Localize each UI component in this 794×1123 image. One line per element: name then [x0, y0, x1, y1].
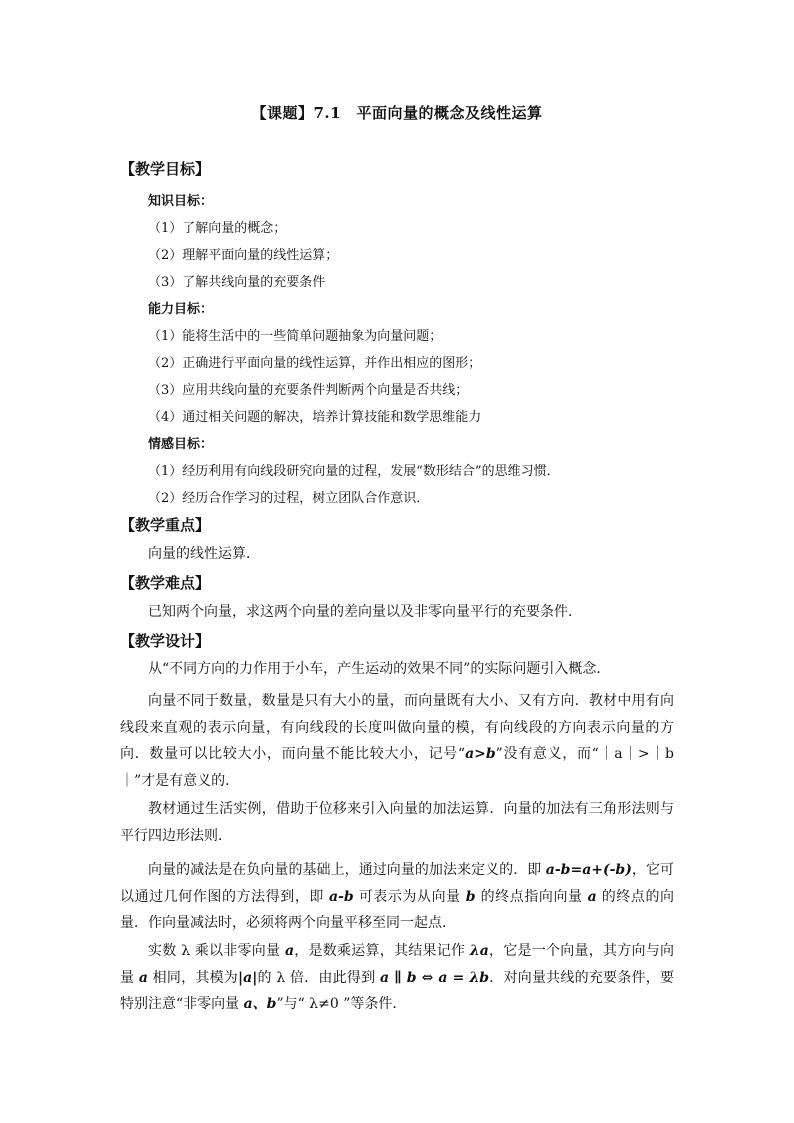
text-segment: 的终点指向向量 [475, 888, 588, 905]
emotion-item: （2）经历合作学习的过程，树立团队合作意识． [148, 491, 430, 506]
knowledge-item: （2）理解平面向量的线性运算； [148, 248, 339, 263]
ability-item: （3）应用共线向量的充要条件判断两个向量是否共线； [148, 383, 469, 398]
key-points-text: 向量的线性运算． [148, 546, 260, 562]
emotion-objectives-label: 情感目标： [148, 437, 214, 452]
text-segment: ．对向量共线的充要条件，要特别注意“非零向量 [120, 969, 674, 1012]
vector-modulus: |a| [238, 969, 258, 986]
text-segment: ，它是一个向量，其方向与向量 [120, 943, 675, 986]
text-segment: ，是数乘运算，其结果记作 [294, 943, 470, 959]
vector-expression: b [465, 888, 476, 905]
design-paragraph-5 [120, 938, 674, 1018]
text-segment: 可表示为从向量 [353, 888, 466, 905]
text-segment: 的 λ 倍．由此得到 [257, 969, 381, 986]
design-paragraph-4 [120, 857, 674, 937]
ability-item: （2）正确进行平面向量的线性运算，并作出相应的图形； [148, 356, 482, 371]
vector-expression: a-b [329, 888, 354, 905]
vector-expression: a>b [465, 746, 496, 762]
vector-expression: a [284, 943, 295, 959]
vector-expression: a [138, 969, 148, 986]
knowledge-item: （3）了解共线向量的充要条件 [148, 275, 326, 290]
emotion-item: （1）经历利用有向线段研究向量的过程，发展“数形结合”的思维习惯． [148, 464, 560, 479]
vector-expression: λa [469, 943, 489, 959]
text-segment: ”与“ λ≠0 ”等条件． [276, 996, 407, 1012]
text-segment: 向量的减法是在负向量的基础上，通过向量的加法来定义的．即 [148, 862, 546, 878]
text-segment: ”没有意义，而“｜a｜>｜b｜”才是有意义的． [120, 746, 674, 789]
design-heading: 【教学设计】 [120, 632, 211, 650]
vector-expression: a、b [243, 996, 277, 1012]
objectives-heading: 【教学目标】 [120, 160, 211, 178]
difficulties-text: 已知两个向量，求这两个向量的差向量以及非零向量平行的充要条件． [148, 604, 582, 620]
design-paragraph-3: 教材通过生活实例，借助于位移来引入向量的加法运算．向量的加法有三角形法则与平行四边形法则． [120, 801, 674, 844]
design-paragraph-1: 从“不同方向的力作用于小车，产生运动的效果不同”的实际问题引入概念． [148, 661, 611, 677]
vector-expression: a-b=a+(-b) [545, 862, 632, 878]
ability-objectives-label: 能力目标： [148, 302, 214, 317]
collinear-condition: a ∥ b ⇔ a = λb [380, 969, 490, 986]
text-segment: 的终点的向量．作向量减法时，必须将两个向量平移至同一起点． [120, 888, 675, 931]
difficulties-heading: 【教学难点】 [120, 574, 211, 592]
text-segment: 相同，其模为 [147, 969, 239, 986]
ability-item: （1）能将生活中的一些简单问题抽象为向量问题； [148, 329, 443, 344]
text-segment: 实数 λ 乘以非零向量 [148, 943, 285, 959]
text-segment: 向量不同于数量，数量是只有大小的量，而向量既有大小、又有方向．教材中用有向线段来直观的表示向量，有向线段的长度叫做向量的模，有向线段的方向表示向量的方向．数量可以比较大小，而向量不能比较大小，记号“ [120, 693, 674, 762]
design-paragraph-2 [120, 688, 674, 794]
knowledge-item: （1）了解向量的概念； [148, 221, 287, 236]
lesson-title: 【课题】7.1 平面向量的概念及线性运算 [251, 104, 543, 122]
vector-expression: a [587, 888, 597, 905]
knowledge-objectives-label: 知识目标： [148, 194, 214, 209]
text-segment: ，它可以通过几何作图的方法得到，即 [120, 862, 674, 905]
key-points-heading: 【教学重点】 [120, 516, 211, 534]
ability-item: （4）通过相关问题的解决，培养计算技能和数学思维能力 [148, 410, 482, 425]
